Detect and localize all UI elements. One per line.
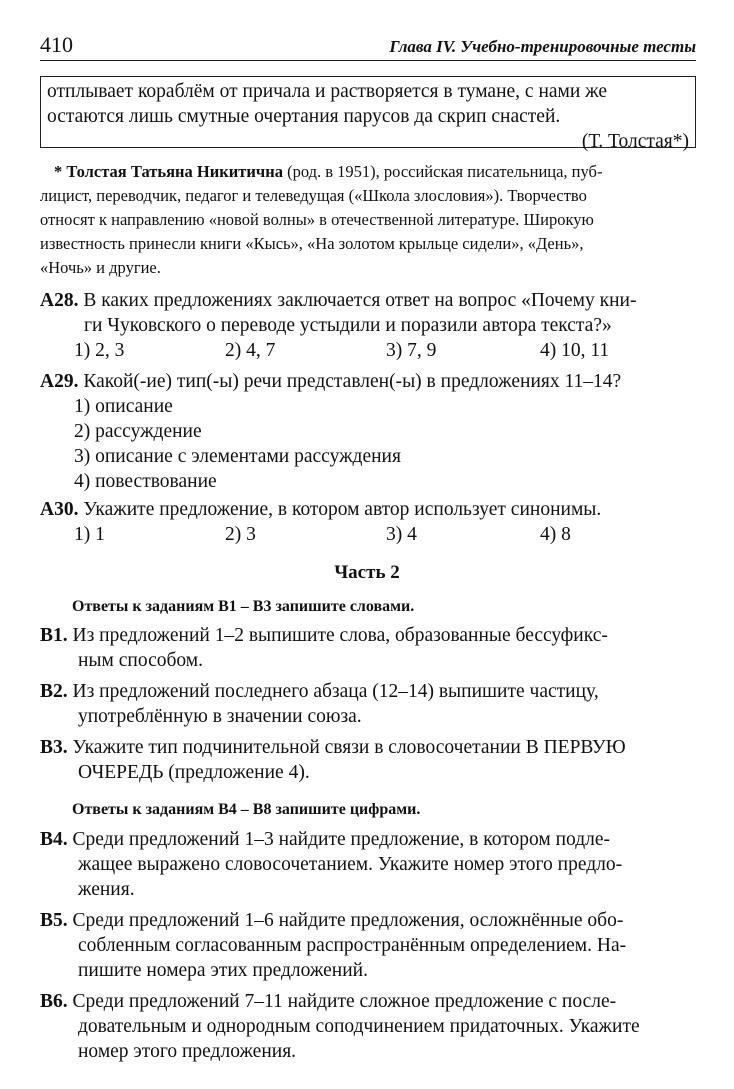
task-text: номер этого предложения. — [78, 1041, 297, 1062]
task-label: В6. — [40, 991, 68, 1012]
answer-options — [40, 338, 694, 363]
task-b5 — [40, 908, 694, 983]
answer-option: 2) 3 — [225, 524, 256, 545]
page-number: 410 — [40, 32, 73, 57]
task-a28 — [40, 288, 694, 363]
task-text: Из предложений последнего абзаца (12–14) выпишите частицу, — [67, 681, 599, 702]
instruction-digits: Ответы к заданиям В4 – В8 запишите цифрами. — [72, 801, 421, 818]
answer-option: 1) 1 — [74, 524, 105, 545]
footnote-line: * Толстая Татьяна Никитична (род. в 1951), российская писательница, пуб- — [54, 162, 603, 181]
page-header — [40, 30, 696, 61]
task-label: В4. — [40, 829, 68, 850]
task-b3 — [40, 735, 694, 785]
quote-box — [40, 76, 696, 152]
task-text: ным способом. — [78, 650, 203, 671]
task-b2 — [40, 679, 694, 729]
quote-author: (Т. Толстая*) — [581, 131, 689, 152]
answer-option: 3) описание с элементами рассуждения — [74, 446, 401, 467]
task-label: В3. — [40, 737, 68, 758]
task-label: А30. — [40, 499, 79, 520]
task-text: В каких предложениях заключается ответ на вопрос «Почему кни- — [78, 290, 637, 311]
task-text: Среди предложений 1–3 найдите предложение, в котором подле- — [67, 829, 611, 850]
task-label: А29. — [40, 371, 79, 392]
answer-option: 4) 10, 11 — [540, 340, 610, 361]
answer-option: 1) описание — [74, 396, 173, 417]
task-a30 — [40, 497, 694, 547]
answer-option: 2) 4, 7 — [225, 340, 276, 361]
answer-options — [40, 522, 694, 547]
footnote-line: относят к направлению «новой волны» в отечественной литературе. Широкую — [40, 210, 594, 229]
task-b4 — [40, 827, 694, 902]
task-text: Среди предложений 7–11 найдите сложное предложение с после- — [67, 991, 617, 1012]
task-label: В2. — [40, 681, 68, 702]
task-text: ОЧЕРЕДЬ (предложение 4). — [78, 762, 310, 783]
task-b6 — [40, 989, 694, 1064]
answer-option: 2) рассуждение — [74, 421, 202, 442]
task-text: ги Чуковского о переводе устыдили и поразили автора текста?» — [84, 315, 612, 336]
task-text: жения. — [78, 879, 135, 900]
footnote-line: лицист, переводчик, педагог и телеведущая («Школа злословия»). Творчество — [40, 186, 587, 205]
answer-option: 3) 4 — [386, 524, 417, 545]
footnote-name: * Толстая Татьяна Никитична — [54, 162, 283, 181]
task-text: Какой(-ие) тип(-ы) речи представлен(-ы) в предложениях 11–14? — [78, 371, 622, 392]
instruction-words: Ответы к заданиям В1 – В3 запишите словами. — [72, 598, 415, 615]
footnote — [40, 160, 694, 280]
answer-option: 1) 2, 3 — [74, 340, 125, 361]
task-text: Укажите тип подчинительной связи в словосочетании В ПЕРВУЮ — [67, 737, 626, 758]
answer-option: 4) 8 — [540, 524, 571, 545]
chapter-title: Глава IV. Учебно-тренировочные тесты — [389, 37, 696, 56]
task-text: Укажите предложение, в котором автор использует синонимы. — [78, 499, 602, 520]
task-text: жащее выражено словосочетанием. Укажите номер этого предло- — [78, 854, 623, 875]
part-title: Часть 2 — [334, 562, 400, 583]
quote-line: отплывает кораблём от причала и растворяется в тумане, с нами же — [47, 81, 608, 102]
footnote-line: «Ночь» и другие. — [40, 258, 161, 277]
task-label: А28. — [40, 290, 79, 311]
answer-option: 4) повествование — [74, 471, 217, 492]
task-text: Из предложений 1–2 выпишите слова, образованные бессуфикс- — [67, 625, 608, 646]
quote-line: остаются лишь смутные очертания парусов да скрип снастей. — [47, 106, 561, 127]
task-text: Среди предложений 1–6 найдите предложения, осложнённые обо- — [67, 910, 624, 931]
task-text: пишите номера этих предложений. — [78, 960, 368, 981]
task-b1 — [40, 623, 694, 673]
task-text: довательным и однородным соподчинением придаточных. Укажите — [78, 1016, 640, 1037]
footnote-line: известность принесли книги «Кысь», «На золотом крыльце сидели», «День», — [40, 234, 584, 253]
task-text: употреблённую в значении союза. — [78, 706, 362, 727]
task-a29 — [40, 369, 694, 494]
task-label: В5. — [40, 910, 68, 931]
task-label: В1. — [40, 625, 68, 646]
task-text: собленным согласованным распространённым определением. На- — [78, 935, 627, 956]
answer-option: 3) 7, 9 — [386, 340, 437, 361]
